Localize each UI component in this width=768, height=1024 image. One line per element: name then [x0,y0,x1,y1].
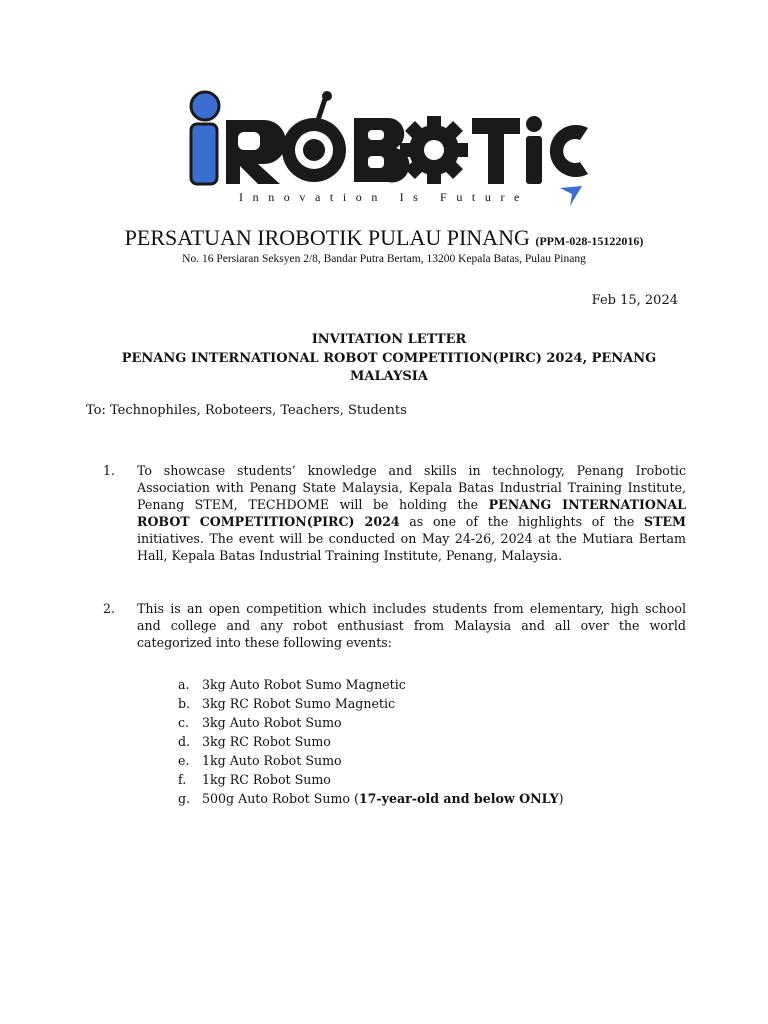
event-letter: f. [178,772,187,787]
paragraph-2: This is an open competition which includes students from elementary, high school and college and any robot enthusiast from Malaysia and all over the world categorized into these following events: [137,601,686,650]
logo-tagline [0,190,768,205]
list-item [178,789,564,808]
tagline-text: Innovation Is Future [239,190,529,204]
event-letter: d. [178,734,191,749]
org-name-text: PERSATUAN IROBOTIK PULAU PINANG [124,225,530,250]
heading-line-3: MALAYSIA [350,369,428,384]
event-text: 3kg Auto Robot Sumo Magnetic [202,677,406,692]
event-letter: c. [178,715,190,730]
event-text: 3kg RC Robot Sumo Magnetic [202,696,396,711]
paragraph-1-number: 1. [103,463,116,478]
recipients-line: To: Technophiles, Roboteers, Teachers, Students [86,403,407,418]
event-letter: e. [178,753,190,768]
event-letter: g. [178,791,191,806]
list-item [178,732,564,751]
event-text: 1kg RC Robot Sumo [202,772,331,787]
paragraph-2-number: 2. [103,601,116,616]
list-item [178,751,564,770]
list-item [178,770,564,789]
list-item [178,713,564,732]
paragraph-1 [137,463,686,564]
event-letter: a. [178,677,190,692]
paragraph-1-text-c: initiatives. The event will be conducted on May 24-26, 2024 at the Mutiara Bertam Hall, Kepala Batas Industrial Training Institute, Penang, Malaysia. [137,530,686,563]
letter-date: Feb 15, 2024 [591,293,678,308]
events-list [178,675,564,808]
event-suffix: ) [558,791,564,806]
event-letter: b. [178,696,191,711]
list-item [178,694,564,713]
heading-line-1: INVITATION LETTER [311,332,467,347]
registration-number: (PPM-028-15122016) [535,234,644,248]
list-item [178,675,564,694]
heading-line-2: PENANG INTERNATIONAL ROBOT COMPETITION(PIRC) 2024, PENANG [121,350,657,366]
organization-name [0,225,768,251]
paragraph-1-text-b: as one of the highlights of the [399,513,644,529]
event-text: 3kg Auto Robot Sumo [202,715,342,730]
paragraph-1-text-a: To showcase students’ knowledge and skills in technology, Penang Irobotic Association with Penang State Malaysia, Kepala Batas Industrial Training Institute, Penang STEM, TECHDOME will be holding the [137,463,686,512]
event-text: 500g Auto Robot Sumo ( [202,791,359,806]
event-bold-note: 17-year-old and below ONLY [358,791,559,806]
organization-address: No. 16 Persiaran Seksyen 2/8, Bandar Putra Bertam, 13200 Kepala Batas, Pulau Pinang [182,253,586,265]
event-text: 3kg RC Robot Sumo [202,734,331,749]
event-text: 1kg Auto Robot Sumo [202,753,342,768]
paragraph-1-bold-b: STEM [643,513,686,529]
irobotic-logo-graphic [186,88,596,188]
letter-heading [92,331,686,387]
paragraph-1-bold-a: PENANG INTERNATIONAL ROBOT COMPETITION(PIRC) 2024 [137,496,686,529]
